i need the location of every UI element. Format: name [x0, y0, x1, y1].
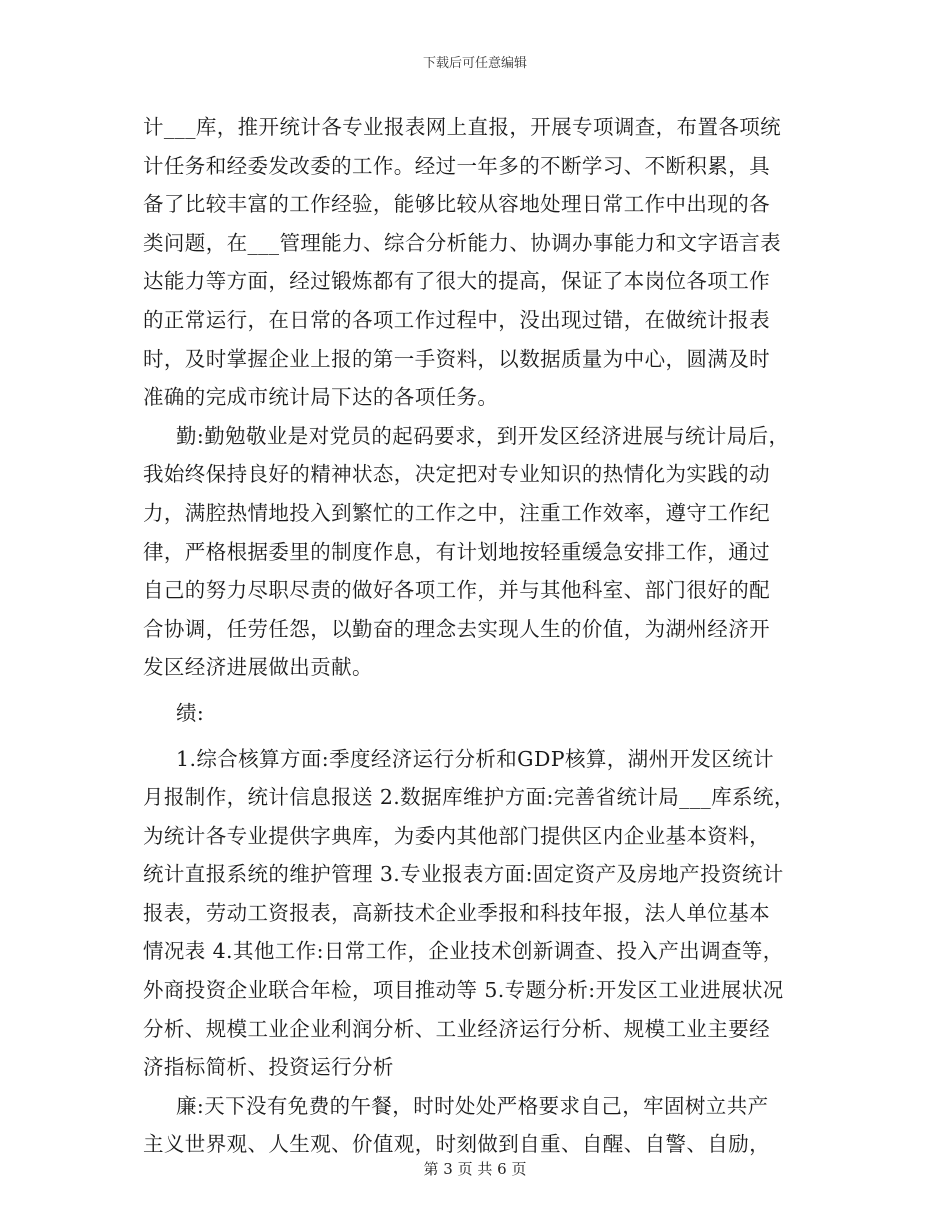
section-heading: 绩:	[176, 700, 205, 725]
text-line: 1.综合核算方面:季度经济运行分析和GDP核算，湖州开发区统计	[176, 746, 774, 771]
text-line: 统计直报系统的维护管理 3.专业报表方面:固定资产及房地产投资统计	[143, 862, 784, 887]
text-line: 外商投资企业联合年检，项目推动等 5.专题分析:开发区工业进展状况	[143, 978, 784, 1003]
paragraph-gap	[143, 733, 833, 740]
text-line: 时，及时掌握企业上报的第一手资料，以数据质量为中心，圆满及时	[143, 346, 770, 371]
paragraph-work-experience	[143, 108, 833, 417]
page-header: 下载后可任意编辑	[422, 56, 527, 71]
text-line: 廉:天下没有免费的午餐，时时处处严格要求自己，牢固树立共产	[176, 1093, 769, 1118]
text-line: 类问题，在___管理能力、综合分析能力、协调办事能力和文字语言表	[143, 230, 782, 255]
paragraph-integrity	[143, 1087, 833, 1164]
paragraph-achievements-heading	[143, 694, 833, 733]
document-body	[143, 108, 833, 1164]
text-line: 达能力等方面，经过锻炼都有了很大的提高，保证了本岗位各项工作	[143, 269, 770, 294]
text-line: 计___库，推开统计各专业报表网上直报，开展专项调查，布置各项统	[143, 115, 782, 139]
text-line: 准确的完成市统计局下达的各项任务。	[143, 385, 499, 410]
text-line: 备了比较丰富的工作经验，能够比较从容地处理日常工作中出现的各	[143, 192, 770, 217]
text-line: 报表，劳动工资报表，高新技术企业季报和科技年报，法人单位基本	[143, 900, 770, 925]
text-line: 分析、规模工业企业利润分析、工业经济运行分析、规模工业主要经	[143, 1016, 770, 1041]
text-line: 合协调，任劳任怨，以勤奋的理念去实现人生的价值，为湖州经济开	[143, 616, 770, 641]
text-line: 的正常运行，在日常的各项工作过程中，没出现过错，在做统计报表	[143, 307, 770, 332]
text-line: 计任务和经委发改委的工作。经过一年多的不断学习、不断积累，具	[143, 153, 770, 178]
text-line: 为统计各专业提供字典库，为委内其他部门提供区内企业基本资料，	[143, 823, 770, 848]
text-line: 发区经济进展做出贡献。	[143, 655, 373, 680]
text-line: 律，严格根据委里的制度作息，有计划地按轻重缓急安排工作，通过	[143, 539, 770, 564]
paragraph-gap	[143, 687, 833, 694]
text-line: 济指标简析、投资运行分析	[143, 1055, 394, 1080]
text-line: 月报制作，统计信息报送 2.数据库维护方面:完善省统计局___库系统，	[143, 785, 795, 810]
text-line: 主义世界观、人生观、价值观，时刻做到自重、自醒、自警、自励，	[143, 1132, 770, 1157]
text-line: 力，满腔热情地投入到繁忙的工作之中，注重工作效率，遵守工作纪	[143, 500, 770, 525]
page-footer: 第 3 页 共 6 页	[423, 1160, 527, 1178]
paragraph-achievements-list	[143, 740, 833, 1087]
paragraph-diligence	[143, 417, 833, 687]
text-line: 自己的努力尽职尽责的做好各项工作，并与其他科室、部门很好的配	[143, 578, 770, 603]
text-line: 勤:勤勉敬业是对党员的起码要求，到开发区经济进展与统计局后，	[176, 423, 790, 448]
text-line: 我始终保持良好的精神状态，决定把对专业知识的热情化为实践的动	[143, 462, 770, 487]
text-line: 情况表 4.其他工作:日常工作，企业技术创新调查、投入产出调查等，	[143, 939, 784, 964]
